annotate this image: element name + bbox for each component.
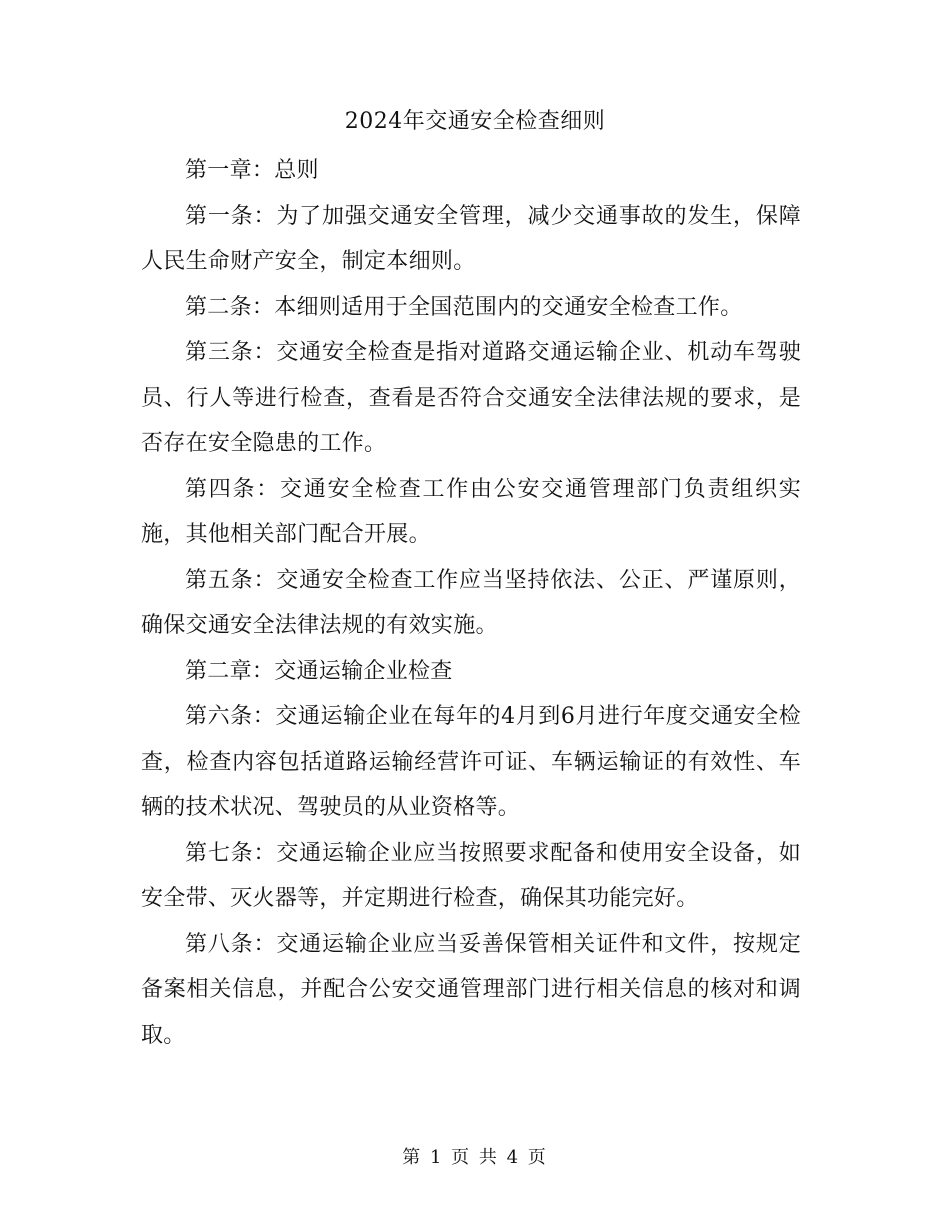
article-paragraph: 第八条：交通运输企业应当妥善保管相关证件和文件，按规定备案相关信息，并配合公安交通管理部门进行相关信息的核对和调取。: [141, 931, 801, 1048]
chapter-heading: 第二章：交通运输企业检查: [185, 658, 453, 684]
article-paragraph: 第六条：交通运输企业在每年的4月到6月进行年度交通安全检查，检查内容包括道路运输经营许可证、车辆运输证的有效性、车辆的技术状况、驾驶员的从业资格等。: [141, 704, 801, 820]
document-title: 2024年交通安全检查细则: [344, 109, 606, 134]
article-paragraph: 第四条：交通安全检查工作由公安交通管理部门负责组织实施，其他相关部门配合开展。: [141, 476, 801, 547]
page-footer: 第 1 页 共 4 页: [402, 1147, 548, 1168]
article-paragraph: 第五条：交通安全检查工作应当坚持依法、公正、严谨原则，确保交通安全法律法规的有效实施。: [141, 567, 801, 638]
article-paragraph: 第三条：交通安全检查是指对道路交通运输企业、机动车驾驶员、行人等进行检查，查看是否符合交通安全法律法规的要求，是否存在安全隐患的工作。: [141, 340, 801, 456]
chapter-heading: 第一章：总则: [185, 158, 319, 183]
article-paragraph: 第二条：本细则适用于全国范围内的交通安全检查工作。: [185, 294, 743, 320]
article-paragraph: 第七条：交通运输企业应当按照要求配备和使用安全设备，如安全带、灭火器等，并定期进行检查，确保其功能完好。: [141, 840, 801, 911]
article-paragraph: 第一条：为了加强交通安全管理，减少交通事故的发生，保障人民生命财产安全，制定本细则。: [141, 203, 801, 274]
document-body: [141, 148, 801, 1058]
